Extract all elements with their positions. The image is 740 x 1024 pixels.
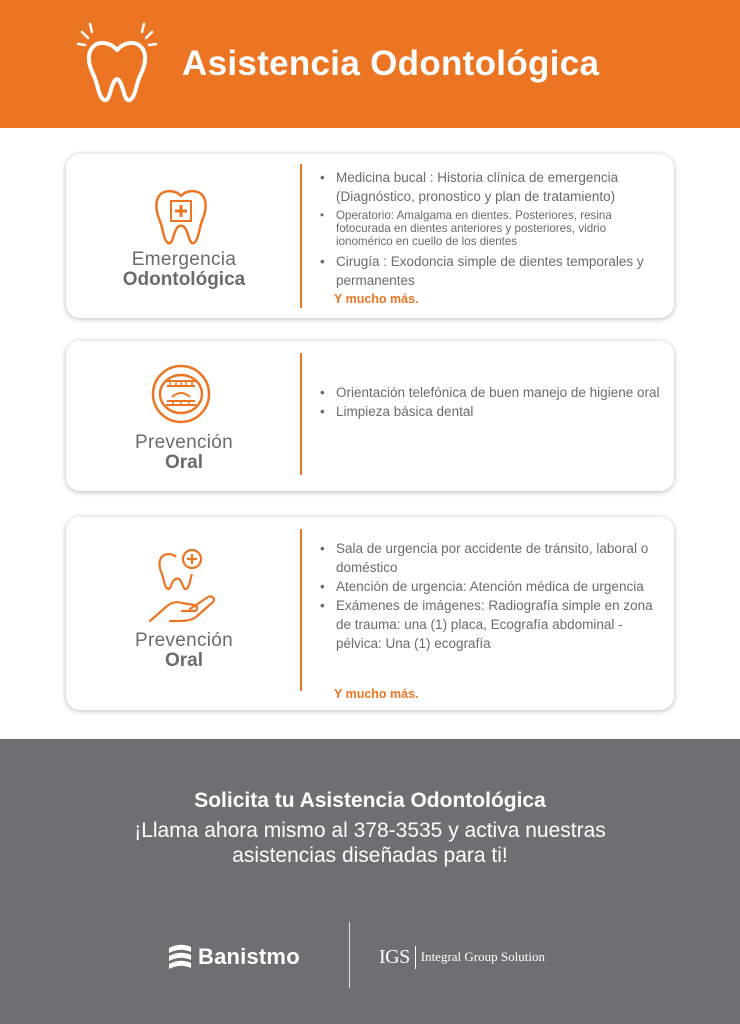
card-title-bold: Oral (164, 452, 204, 473)
igs-logo (379, 944, 545, 970)
hand-tooth-icon (146, 545, 228, 627)
more-link: Y mucho más. (334, 687, 419, 701)
service-card-emergencia (66, 154, 674, 318)
card-title-bold: Odontológica (122, 269, 246, 290)
card-title (66, 631, 302, 671)
service-list (320, 539, 662, 653)
divider (300, 353, 302, 475)
service-list (320, 168, 662, 290)
cta-title: Solicita tu Asistencia Odontológica (194, 789, 546, 812)
list-item: • Sala de urgencia por accidente de tránsito, laboral o doméstico (320, 539, 662, 577)
page-title: Asistencia Odontológica (182, 44, 600, 83)
card-title (66, 433, 302, 473)
list-item: • Cirugía : Exodoncia simple de dientes temporales y permanentes (320, 252, 662, 290)
banistmo-wordmark: Banistmo (198, 944, 300, 969)
list-item: • Medicina bucal : Historia clínica de emergencia (Diagnóstico, pronostico y plan de tratamiento) (320, 168, 662, 206)
cta-text: ¡Llama ahora mismo al 378-3535 y activa nuestras asistencias diseñadas para ti! (134, 819, 606, 867)
open-mouth-icon (150, 363, 212, 425)
brand-divider (349, 922, 350, 988)
list-item: • Atención de urgencia: Atención médica de urgencia (320, 577, 662, 596)
card-title (66, 250, 302, 290)
page-header (0, 0, 740, 128)
list-item: • Exámenes de imágenes: Radiografía simple en zona de trauma: una (1) placa, Ecografía abdominal - pélvica: Una (1) ecografía (320, 596, 662, 653)
igs-full-name: Integral Group Solution (420, 949, 545, 964)
divider (300, 164, 302, 308)
list-item: • Operatorio: Amalgama en dientes. Posteriores, resina fotocurada en dientes anteriores y posteriores, vidrio ionomérico en cuello de los dientes (320, 209, 662, 248)
card-title-light: Emergencia (131, 249, 237, 270)
tooth-plus-icon (150, 186, 212, 248)
banistmo-logo (166, 939, 300, 975)
list-item: • Limpieza básica dental (320, 402, 662, 421)
service-list (320, 383, 662, 421)
card-title-bold: Oral (164, 650, 204, 671)
page-footer (0, 739, 740, 1024)
more-link: Y mucho más. (334, 292, 419, 306)
tooth-sparkle-icon (74, 20, 160, 106)
service-card-prevencion (66, 341, 674, 491)
service-card-urgencia (66, 517, 674, 710)
card-title-light: Prevención (134, 432, 234, 453)
banistmo-logo-icon (166, 942, 194, 972)
card-title-light: Prevención (134, 630, 234, 651)
igs-abbr: IGS (379, 946, 416, 969)
list-item: • Orientación telefónica de buen manejo de higiene oral (320, 383, 662, 402)
divider (300, 529, 302, 691)
